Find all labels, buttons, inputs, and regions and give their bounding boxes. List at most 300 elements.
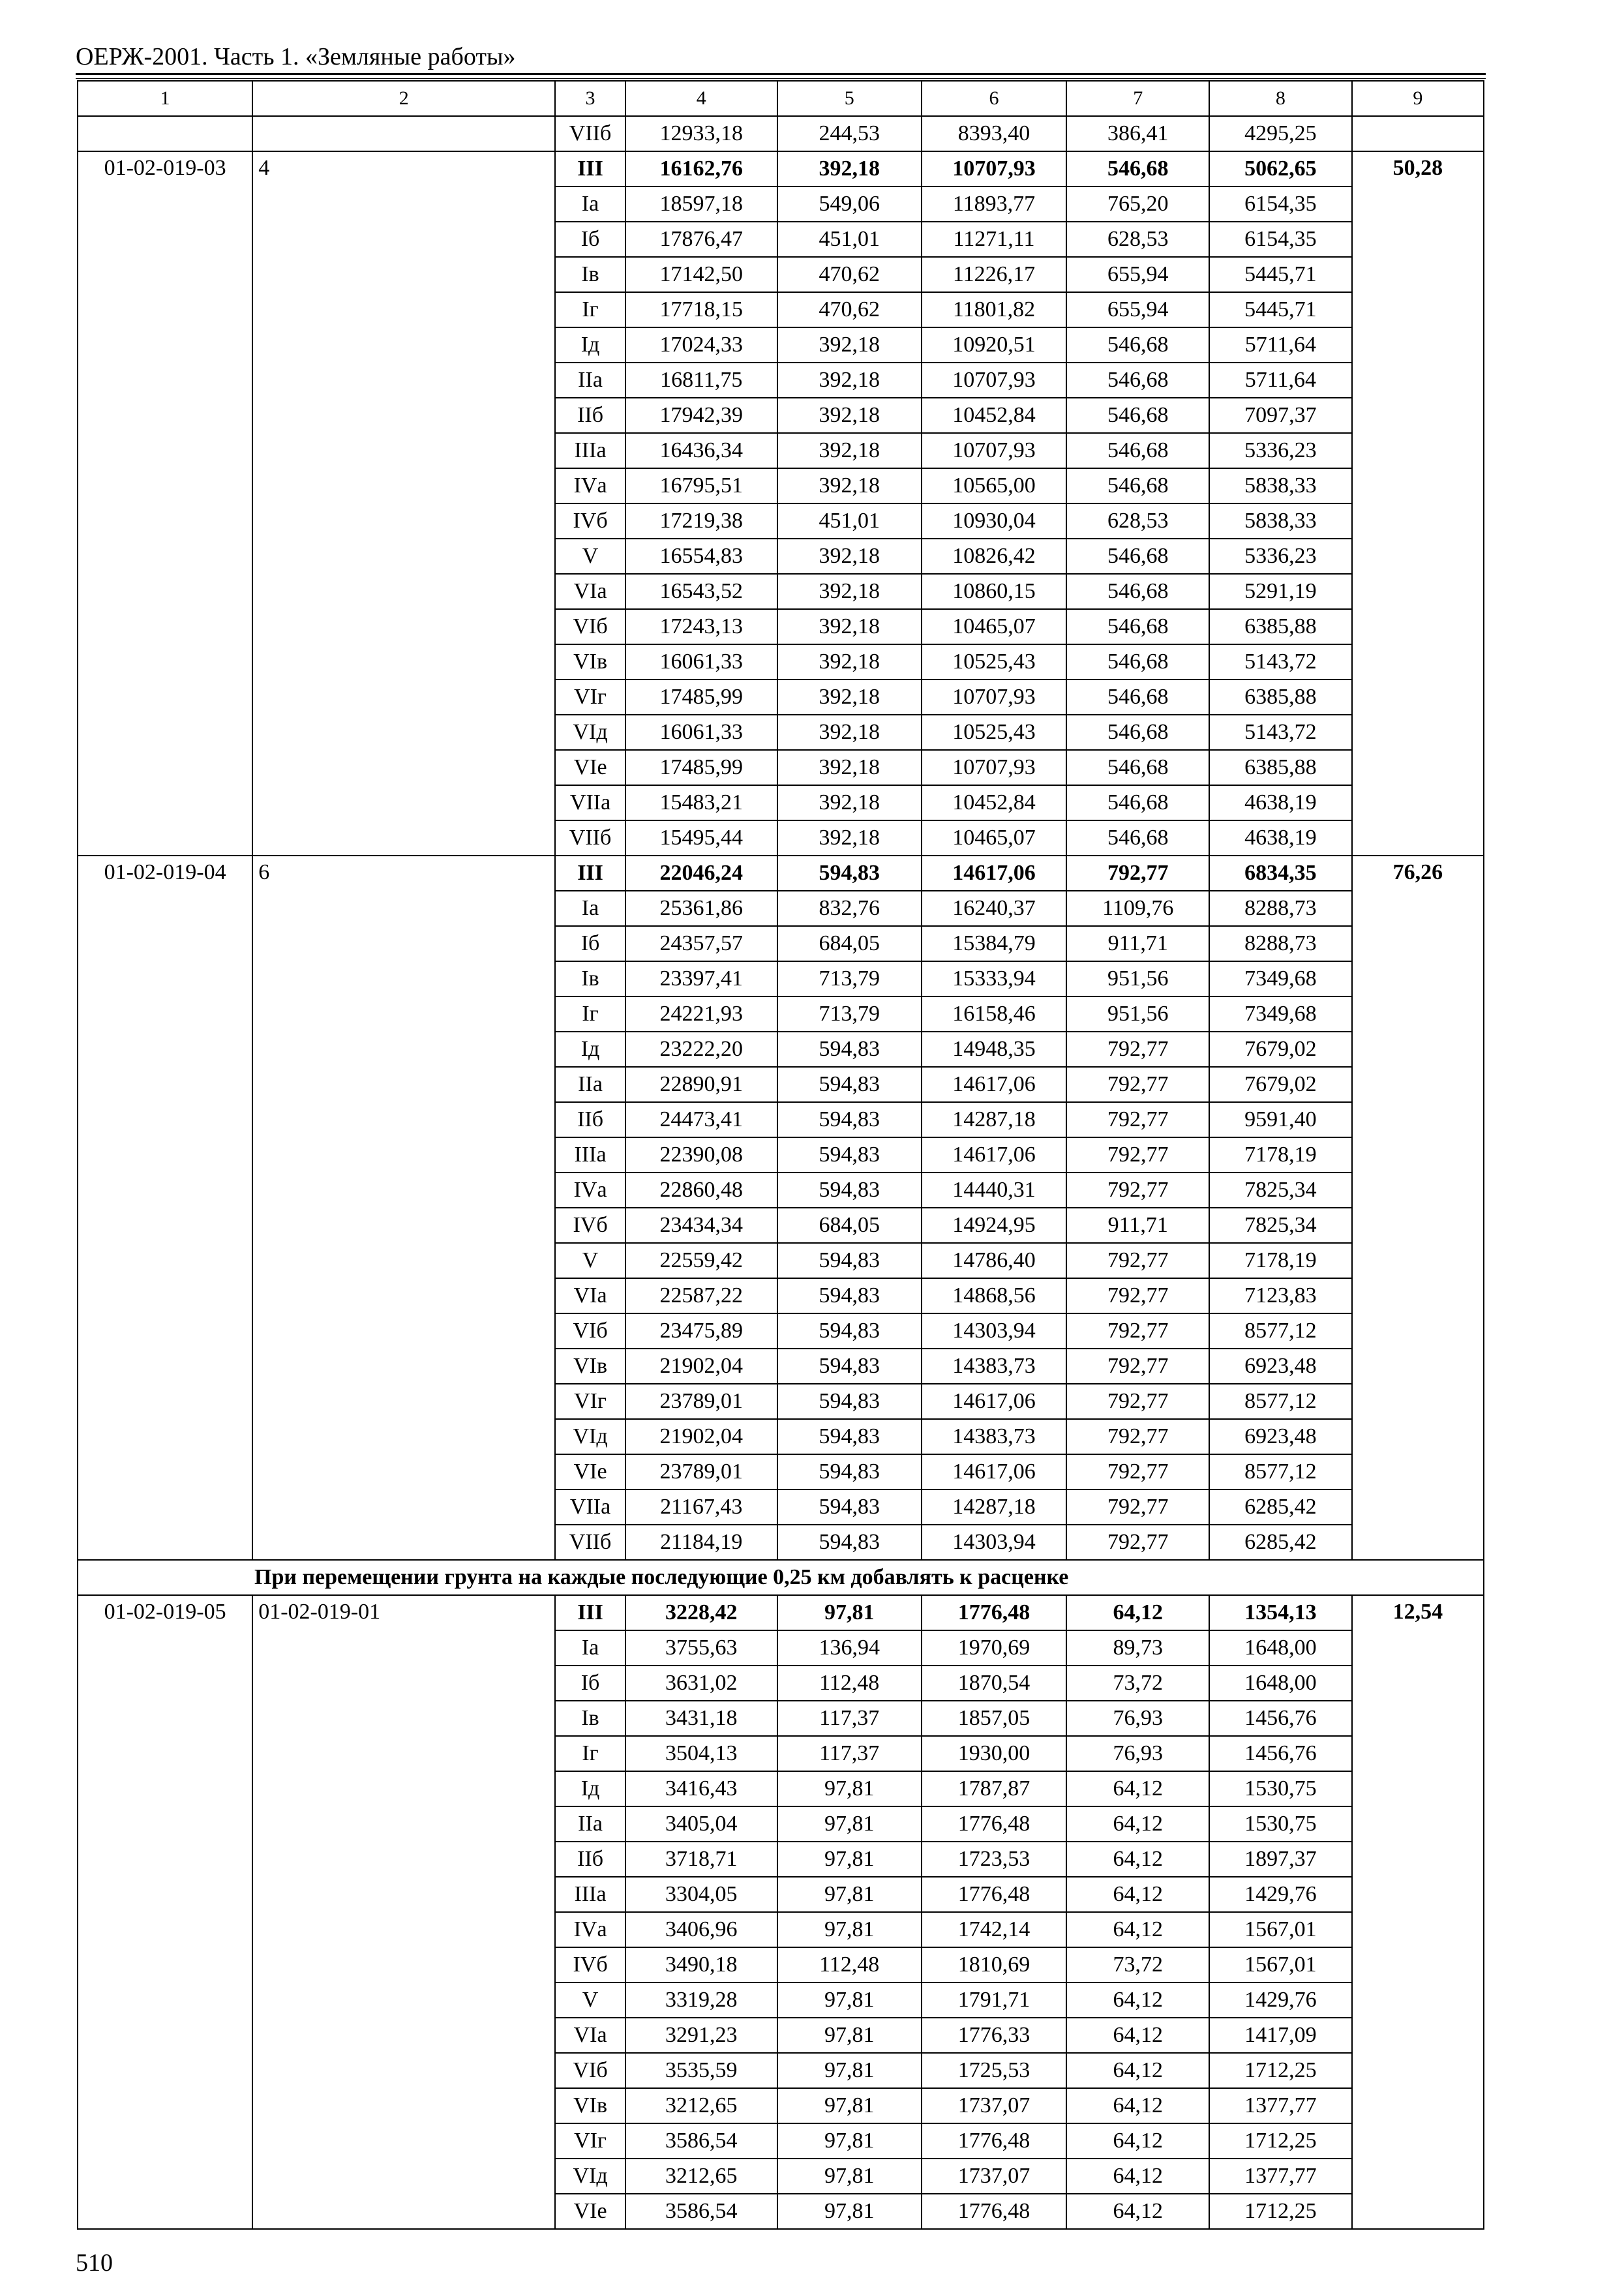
value-cell: 5336,23 [1209,539,1352,574]
value-cell: 655,94 [1066,257,1209,292]
value-cell: 97,81 [777,1982,922,2018]
value-cell: 792,77 [1066,1278,1209,1313]
value-cell: 594,83 [777,856,922,891]
region-cell: VIд [555,1419,625,1454]
value-cell: 14786,40 [922,1243,1067,1278]
value-cell: 16061,33 [625,644,777,680]
value-cell: 64,12 [1066,1877,1209,1912]
region-cell: VIд [555,715,625,750]
value-cell: 392,18 [777,750,922,785]
value-cell: 546,68 [1066,820,1209,856]
value-cell: 1776,48 [922,2123,1067,2159]
value-cell: 1712,25 [1209,2123,1352,2159]
value-cell: 4638,19 [1209,785,1352,820]
value-cell: 17485,99 [625,680,777,715]
value-cell: 713,79 [777,961,922,996]
value-cell: 14440,31 [922,1173,1067,1208]
value-cell: 628,53 [1066,222,1209,257]
region-cell: IVб [555,1208,625,1243]
region-cell: VIIб [555,116,625,151]
value-cell: 16158,46 [922,996,1067,1032]
table-row [78,151,1484,187]
region-cell: Iв [555,961,625,996]
value-cell: 6834,35 [1209,856,1352,891]
value-cell: 911,71 [1066,1208,1209,1243]
value-cell: 22860,48 [625,1173,777,1208]
region-cell: VIIб [555,1525,625,1560]
value-cell: 1725,53 [922,2053,1067,2088]
value-cell: 3291,23 [625,2018,777,2053]
value-cell: 546,68 [1066,433,1209,468]
value-cell: 117,37 [777,1701,922,1736]
value-cell: 12933,18 [625,116,777,151]
value-cell: 792,77 [1066,1384,1209,1419]
value-cell: 64,12 [1066,1595,1209,1630]
value-cell: 1417,09 [1209,2018,1352,2053]
value-cell: 792,77 [1066,1137,1209,1173]
value-cell: 14617,06 [922,1067,1067,1102]
region-cell: VIв [555,1349,625,1384]
value-cell: 8288,73 [1209,891,1352,926]
value-cell: 7679,02 [1209,1067,1352,1102]
value-cell: 1897,37 [1209,1842,1352,1877]
value-cell: 17942,39 [625,398,777,433]
header-rule-thin [76,78,1486,79]
value-cell: 3228,42 [625,1595,777,1630]
region-cell: Iб [555,1666,625,1701]
region-cell: Iв [555,1701,625,1736]
value-cell: 14617,06 [922,856,1067,891]
value-cell: 10707,93 [922,433,1067,468]
value-cell: 546,68 [1066,715,1209,750]
value-cell: 244,53 [777,116,922,151]
value-cell: 4295,25 [1209,116,1352,151]
value-cell: 16554,83 [625,539,777,574]
value-cell: 64,12 [1066,2053,1209,2088]
param-cell: 01-02-019-01 [252,1595,555,2229]
value-cell: 5062,65 [1209,151,1352,187]
value-cell: 11271,11 [922,222,1067,257]
value-cell: 14948,35 [922,1032,1067,1067]
value-cell: 22587,22 [625,1278,777,1313]
value-cell: 14617,06 [922,1454,1067,1489]
value-cell: 5838,33 [1209,468,1352,503]
value-cell: 24473,41 [625,1102,777,1137]
region-cell: VIIа [555,785,625,820]
value-cell: 7178,19 [1209,1137,1352,1173]
value-cell: 594,83 [777,1102,922,1137]
region-cell: IIб [555,1102,625,1137]
value-cell: 792,77 [1066,1173,1209,1208]
value-cell: 792,77 [1066,1243,1209,1278]
value-cell: 17142,50 [625,257,777,292]
value-cell: 684,05 [777,926,922,961]
value-cell: 1530,75 [1209,1806,1352,1842]
value-cell: 73,72 [1066,1947,1209,1982]
value-cell: 1810,69 [922,1947,1067,1982]
value-cell: 11801,82 [922,292,1067,327]
value-cell: 546,68 [1066,363,1209,398]
value-cell: 470,62 [777,292,922,327]
value-cell: 6154,35 [1209,187,1352,222]
value-cell: 8393,40 [922,116,1067,151]
value-cell: 64,12 [1066,1982,1209,2018]
value-cell: 1648,00 [1209,1666,1352,1701]
value-cell: 546,68 [1066,680,1209,715]
value-cell: 594,83 [777,1313,922,1349]
value-cell: 1737,07 [922,2088,1067,2123]
value-cell: 792,77 [1066,1419,1209,1454]
value-cell: 97,81 [777,1806,922,1842]
value-cell: 21902,04 [625,1349,777,1384]
value-cell: 5143,72 [1209,715,1352,750]
value-cell: 684,05 [777,1208,922,1243]
value-cell: 10826,42 [922,539,1067,574]
value-cell: 24357,57 [625,926,777,961]
value-cell: 6385,88 [1209,750,1352,785]
value-cell: 1723,53 [922,1842,1067,1877]
region-cell: IVб [555,1947,625,1982]
value-cell: 23434,34 [625,1208,777,1243]
value-cell: 10525,43 [922,715,1067,750]
value-cell: 392,18 [777,398,922,433]
value-cell: 97,81 [777,2159,922,2194]
value-cell: 1776,48 [922,1877,1067,1912]
region-cell: Iг [555,292,625,327]
table-row [78,856,1484,891]
region-cell: Iд [555,1771,625,1806]
value-cell: 792,77 [1066,1349,1209,1384]
value-cell: 97,81 [777,2123,922,2159]
value-cell: 5711,64 [1209,363,1352,398]
value-cell: 64,12 [1066,2123,1209,2159]
value-cell: 6923,48 [1209,1419,1352,1454]
value-cell: 10930,04 [922,503,1067,539]
value-cell: 10707,93 [922,680,1067,715]
value-cell: 14383,73 [922,1349,1067,1384]
value-cell: 1791,71 [922,1982,1067,2018]
value-cell: 97,81 [777,2194,922,2229]
region-cell: VIв [555,644,625,680]
value-cell: 3535,59 [625,2053,777,2088]
table-row [78,1595,1484,1630]
value-cell: 5291,19 [1209,574,1352,609]
value-cell: 1857,05 [922,1701,1067,1736]
value-cell: 1787,87 [922,1771,1067,1806]
col9-cell: 12,54 [1352,1595,1484,2229]
value-cell: 17485,99 [625,750,777,785]
value-cell: 1377,77 [1209,2088,1352,2123]
value-cell: 10465,07 [922,609,1067,644]
region-cell: IIб [555,1842,625,1877]
value-cell: 22046,24 [625,856,777,891]
value-cell: 594,83 [777,1067,922,1102]
value-cell: 1930,00 [922,1736,1067,1771]
value-cell: 6154,35 [1209,222,1352,257]
value-cell: 8577,12 [1209,1313,1352,1349]
col9-cell: 76,26 [1352,856,1484,1560]
region-cell: VIг [555,2123,625,2159]
value-cell: 7825,34 [1209,1208,1352,1243]
value-cell: 15333,94 [922,961,1067,996]
value-cell: 64,12 [1066,1771,1209,1806]
col9-cell: 50,28 [1352,151,1484,856]
region-cell: VIIа [555,1489,625,1525]
region-cell: IVа [555,468,625,503]
value-cell: 17024,33 [625,327,777,363]
region-cell: VIе [555,2194,625,2229]
value-cell: 21167,43 [625,1489,777,1525]
value-cell: 792,77 [1066,1067,1209,1102]
value-cell: 112,48 [777,1666,922,1701]
value-cell: 16795,51 [625,468,777,503]
column-number-row [78,81,1484,116]
region-cell: Iа [555,187,625,222]
value-cell: 1429,76 [1209,1982,1352,2018]
value-cell: 24221,93 [625,996,777,1032]
region-cell: IIIа [555,1137,625,1173]
value-cell: 1109,76 [1066,891,1209,926]
value-cell: 10707,93 [922,750,1067,785]
value-cell: 10465,07 [922,820,1067,856]
value-cell: 11893,77 [922,187,1067,222]
value-cell: 5143,72 [1209,644,1352,680]
region-cell: VIе [555,1454,625,1489]
region-cell: V [555,539,625,574]
value-cell: 951,56 [1066,996,1209,1032]
value-cell: 392,18 [777,820,922,856]
value-cell: 546,68 [1066,398,1209,433]
value-cell: 1456,76 [1209,1701,1352,1736]
value-cell: 3431,18 [625,1701,777,1736]
region-cell: Iа [555,891,625,926]
value-cell: 97,81 [777,1842,922,1877]
value-cell: 10565,00 [922,468,1067,503]
value-cell: 451,01 [777,222,922,257]
param-cell: 6 [252,856,555,1560]
value-cell: 14303,94 [922,1525,1067,1560]
param-cell: 4 [252,151,555,856]
value-cell: 594,83 [777,1173,922,1208]
value-cell: 97,81 [777,1771,922,1806]
value-cell: 594,83 [777,1349,922,1384]
value-cell: 792,77 [1066,1489,1209,1525]
region-cell: Iа [555,1630,625,1666]
value-cell: 3406,96 [625,1912,777,1947]
region-cell: IIа [555,1067,625,1102]
value-cell: 64,12 [1066,1842,1209,1877]
value-cell: 655,94 [1066,292,1209,327]
value-cell: 17219,38 [625,503,777,539]
value-cell: 8577,12 [1209,1384,1352,1419]
value-cell: 3586,54 [625,2194,777,2229]
value-cell: 7349,68 [1209,996,1352,1032]
value-cell: 3586,54 [625,2123,777,2159]
value-cell: 10707,93 [922,151,1067,187]
value-cell: 6285,42 [1209,1525,1352,1560]
value-cell: 22559,42 [625,1243,777,1278]
region-cell: VIе [555,750,625,785]
value-cell: 392,18 [777,468,922,503]
region-cell: IIа [555,363,625,398]
value-cell: 1712,25 [1209,2194,1352,2229]
value-cell: 7349,68 [1209,961,1352,996]
value-cell: 451,01 [777,503,922,539]
value-cell: 16543,52 [625,574,777,609]
value-cell: 64,12 [1066,1912,1209,1947]
value-cell: 392,18 [777,680,922,715]
table-body [78,81,1484,2229]
value-cell: 1776,48 [922,1806,1067,1842]
region-cell: Iд [555,1032,625,1067]
value-cell: 1377,77 [1209,2159,1352,2194]
region-cell: Iг [555,1736,625,1771]
value-cell: 3212,65 [625,2159,777,2194]
value-cell: 594,83 [777,1278,922,1313]
code-cell: 01-02-019-03 [78,151,252,856]
region-cell: IIIа [555,433,625,468]
value-cell: 1429,76 [1209,1877,1352,1912]
value-cell: 546,68 [1066,750,1209,785]
value-cell: 386,41 [1066,116,1209,151]
value-cell: 1648,00 [1209,1630,1352,1666]
value-cell: 392,18 [777,363,922,398]
column-number: 8 [1209,81,1352,116]
value-cell: 17718,15 [625,292,777,327]
value-cell: 546,68 [1066,785,1209,820]
value-cell: 10860,15 [922,574,1067,609]
value-cell: 392,18 [777,609,922,644]
value-cell: 16811,75 [625,363,777,398]
value-cell: 546,68 [1066,468,1209,503]
value-cell: 97,81 [777,1877,922,1912]
value-cell: 7178,19 [1209,1243,1352,1278]
value-cell: 7825,34 [1209,1173,1352,1208]
region-cell: Iб [555,926,625,961]
value-cell: 22890,91 [625,1067,777,1102]
value-cell: 14924,95 [922,1208,1067,1243]
column-number: 6 [922,81,1067,116]
value-cell: 1870,54 [922,1666,1067,1701]
value-cell: 3755,63 [625,1630,777,1666]
value-cell: 4638,19 [1209,820,1352,856]
code-cell: 01-02-019-05 [78,1595,252,2229]
value-cell: 23475,89 [625,1313,777,1349]
value-cell: 23789,01 [625,1384,777,1419]
param-cell [252,116,555,151]
value-cell: 14287,18 [922,1102,1067,1137]
value-cell: 1776,48 [922,1595,1067,1630]
region-cell: VIа [555,2018,625,2053]
value-cell: 546,68 [1066,151,1209,187]
value-cell: 832,76 [777,891,922,926]
value-cell: 911,71 [1066,926,1209,961]
value-cell: 10452,84 [922,785,1067,820]
value-cell: 73,72 [1066,1666,1209,1701]
region-cell: III [555,856,625,891]
value-cell: 16061,33 [625,715,777,750]
table-row [78,116,1484,151]
value-cell: 792,77 [1066,1102,1209,1137]
value-cell: 594,83 [777,1454,922,1489]
value-cell: 25361,86 [625,891,777,926]
column-number: 1 [78,81,252,116]
value-cell: 546,68 [1066,644,1209,680]
value-cell: 765,20 [1066,187,1209,222]
value-cell: 6385,88 [1209,609,1352,644]
value-cell: 392,18 [777,785,922,820]
value-cell: 594,83 [777,1489,922,1525]
value-cell: 7679,02 [1209,1032,1352,1067]
code-cell [78,116,252,151]
rates-table [77,80,1484,2230]
value-cell: 21902,04 [625,1419,777,1454]
value-cell: 5445,71 [1209,257,1352,292]
value-cell: 392,18 [777,574,922,609]
value-cell: 16240,37 [922,891,1067,926]
value-cell: 392,18 [777,151,922,187]
value-cell: 594,83 [777,1419,922,1454]
value-cell: 17876,47 [625,222,777,257]
value-cell: 594,83 [777,1384,922,1419]
value-cell: 1742,14 [922,1912,1067,1947]
region-cell: IIIа [555,1877,625,1912]
value-cell: 117,37 [777,1736,922,1771]
code-cell: 01-02-019-04 [78,856,252,1560]
header-rule [76,73,1486,75]
region-cell: V [555,1982,625,2018]
column-number: 4 [625,81,777,116]
value-cell: 594,83 [777,1525,922,1560]
region-cell: VIг [555,680,625,715]
value-cell: 97,81 [777,1912,922,1947]
value-cell: 14617,06 [922,1384,1067,1419]
value-cell: 1354,13 [1209,1595,1352,1630]
value-cell: 97,81 [777,2018,922,2053]
column-number: 7 [1066,81,1209,116]
value-cell: 97,81 [777,1595,922,1630]
value-cell: 76,93 [1066,1701,1209,1736]
value-cell: 1567,01 [1209,1912,1352,1947]
value-cell: 11226,17 [922,257,1067,292]
value-cell: 1530,75 [1209,1771,1352,1806]
running-header: ОЕРЖ-2001. Часть 1. «Земляные работы» [76,43,516,70]
column-number: 3 [555,81,625,116]
value-cell: 792,77 [1066,856,1209,891]
value-cell: 64,12 [1066,2194,1209,2229]
value-cell: 10452,84 [922,398,1067,433]
value-cell: 8288,73 [1209,926,1352,961]
value-cell: 5445,71 [1209,292,1352,327]
value-cell: 64,12 [1066,2018,1209,2053]
region-cell: IVа [555,1912,625,1947]
value-cell: 8577,12 [1209,1454,1352,1489]
value-cell: 7123,83 [1209,1278,1352,1313]
value-cell: 14868,56 [922,1278,1067,1313]
value-cell: 3319,28 [625,1982,777,2018]
value-cell: 112,48 [777,1947,922,1982]
value-cell: 10707,93 [922,363,1067,398]
value-cell: 792,77 [1066,1525,1209,1560]
value-cell: 792,77 [1066,1313,1209,1349]
value-cell: 89,73 [1066,1630,1209,1666]
value-cell: 594,83 [777,1243,922,1278]
region-cell: IIб [555,398,625,433]
value-cell: 1456,76 [1209,1736,1352,1771]
value-cell: 628,53 [1066,503,1209,539]
value-cell: 392,18 [777,327,922,363]
value-cell: 14303,94 [922,1313,1067,1349]
